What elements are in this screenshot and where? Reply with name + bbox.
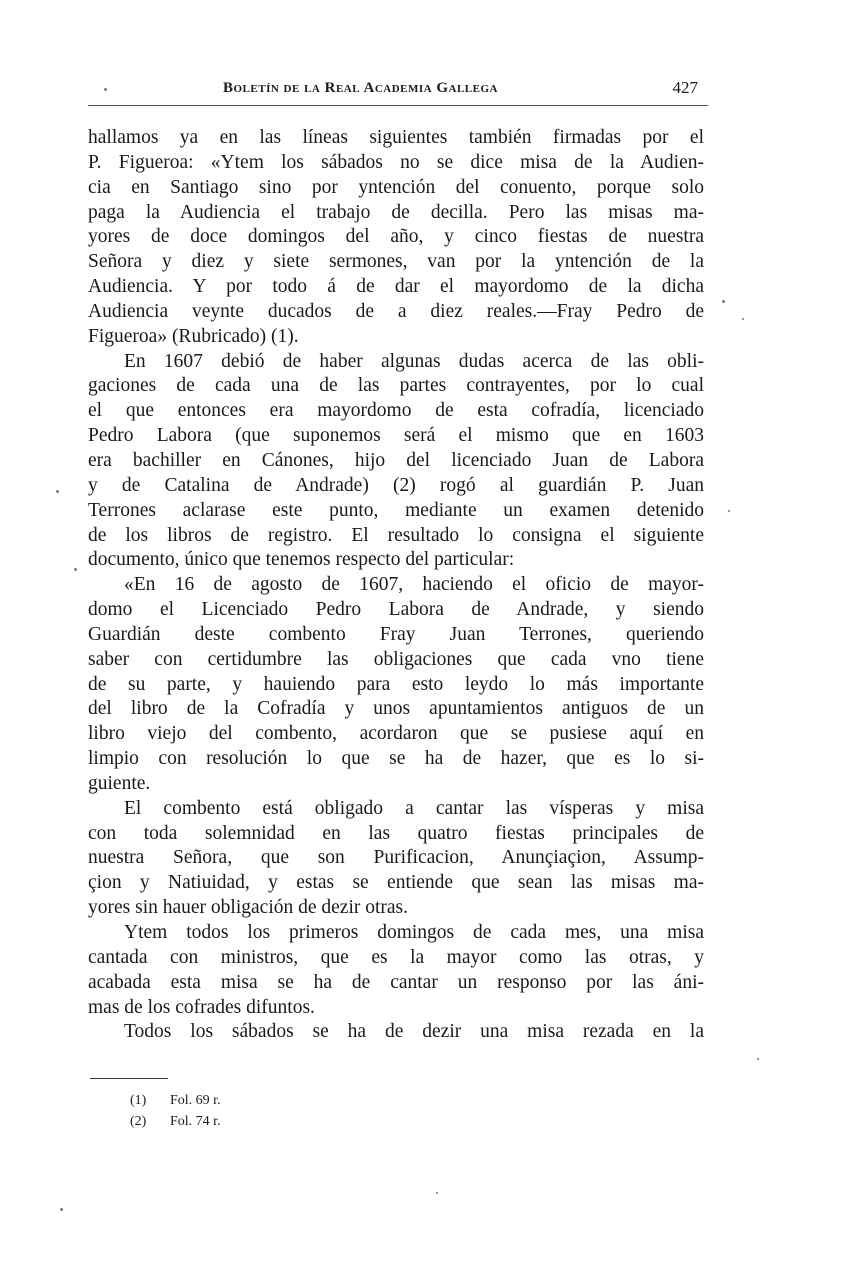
scan-speck <box>742 318 744 320</box>
text-line: Guardián deste combento Fray Juan Terrones, queriendo <box>88 623 704 645</box>
scan-speck <box>728 510 730 512</box>
footnote <box>130 1111 221 1132</box>
journal-title: Boletín de la Real Academia Gallega <box>223 80 498 96</box>
text-line: Pedro Labora (que suponemos será el mismo que en 1603 <box>88 425 704 447</box>
text-line: çion y Natiuidad, y estas se entiende que sean las misas ma- <box>88 872 704 894</box>
footnote <box>130 1090 221 1111</box>
footnote-mark: (1) <box>130 1093 147 1108</box>
header-rule <box>88 105 708 106</box>
page-number: 427 <box>672 78 698 97</box>
text-line: saber con certidumbre las obligaciones que cada vno tiene <box>88 648 704 670</box>
text-line: de su parte, y hauiendo para esto leydo lo más importante <box>88 673 704 695</box>
text-line: cia en Santiago sino por yntención del conuento, porque solo <box>88 176 704 198</box>
footnotes <box>130 1090 221 1132</box>
scan-speck <box>56 490 59 493</box>
text-line: Todos los sábados se ha de dezir una misa rezada en la <box>124 1021 704 1043</box>
text-line: Señora y diez y siete sermones, van por la yntención de la <box>88 251 704 273</box>
text-line: Ytem todos los primeros domingos de cada mes, una misa <box>124 922 704 943</box>
footnote-text: Fol. 74 r. <box>170 1114 221 1129</box>
footnote-mark: (2) <box>130 1114 147 1129</box>
running-header <box>88 80 708 106</box>
text-line: El combento está obligado a cantar las vísperas y misa <box>124 797 704 819</box>
text-line: libro viejo del combento, acordaron que se pusiese aquí en <box>88 723 704 745</box>
text-line: Figueroa» (Rubricado) (1). <box>88 325 299 347</box>
scan-speck <box>104 88 107 91</box>
text-line: del libro de la Cofradía y unos apuntamientos antiguos de un <box>88 698 704 720</box>
text-line: nuestra Señora, que son Purificacion, Anunçiaçion, Assump- <box>88 847 704 869</box>
text-line: mas de los cofrades difuntos. <box>88 996 315 1018</box>
scan-speck <box>60 1208 63 1211</box>
text-line: limpio con resolución lo que se ha de hazer, que es lo si- <box>88 748 704 770</box>
text-line: con toda solemnidad en las quatro fiestas principales de <box>88 822 704 844</box>
footnote-text: Fol. 69 r. <box>170 1093 221 1108</box>
text-line: y de Catalina de Andrade) (2) rogó al guardián P. Juan <box>88 474 704 496</box>
text-line: cantada con ministros, que es la mayor como las otras, y <box>88 946 704 968</box>
text-line: Audiencia veynte ducados de a diez reales.—Fray Pedro de <box>88 300 704 322</box>
text-line: paga la Audiencia el trabajo de decilla. Pero las misas ma- <box>88 201 704 223</box>
scan-speck <box>722 300 725 303</box>
text-line: domo el Licenciado Pedro Labora de Andrade, y siendo <box>88 599 704 621</box>
text-line: En 1607 debió de haber algunas dudas acerca de las obli- <box>124 350 704 372</box>
body-text <box>88 126 704 1045</box>
text-line: hallamos ya en las líneas siguientes también firmadas por el <box>88 127 704 148</box>
scan-speck <box>436 1192 438 1194</box>
text-line: guiente. <box>88 772 151 794</box>
text-line: yores sin hauer obligación de dezir otras. <box>88 897 409 919</box>
text-line: Terrones aclarase este punto, mediante un examen detenido <box>88 499 704 521</box>
text-line: documento, único que tenemos respecto del particular: <box>88 549 515 571</box>
text-line: el que entonces era mayordomo de esta cofradía, licenciado <box>88 400 704 422</box>
text-line: gaciones de cada una de las partes contrayentes, por lo cual <box>88 375 704 397</box>
text-line: «En 16 de agosto de 1607, haciendo el oficio de mayor- <box>124 574 704 596</box>
text-line: era bachiller en Cánones, hijo del licenciado Juan de Labora <box>88 449 704 471</box>
text-line: yores de doce domingos del año, y cinco fiestas de nuestra <box>88 226 704 248</box>
text-line: Audiencia. Y por todo á de dar el mayordomo de la dicha <box>88 276 704 298</box>
scan-speck <box>757 1058 759 1060</box>
footnote-rule <box>90 1078 168 1079</box>
text-line: P. Figueroa: «Ytem los sábados no se dice misa de la Audien- <box>88 151 704 173</box>
text-line: acabada esta misa se ha de cantar un responso por las áni- <box>88 971 704 993</box>
scan-speck <box>74 568 77 571</box>
text-line: de los libros de registro. El resultado lo consigna el siguiente <box>88 524 704 546</box>
